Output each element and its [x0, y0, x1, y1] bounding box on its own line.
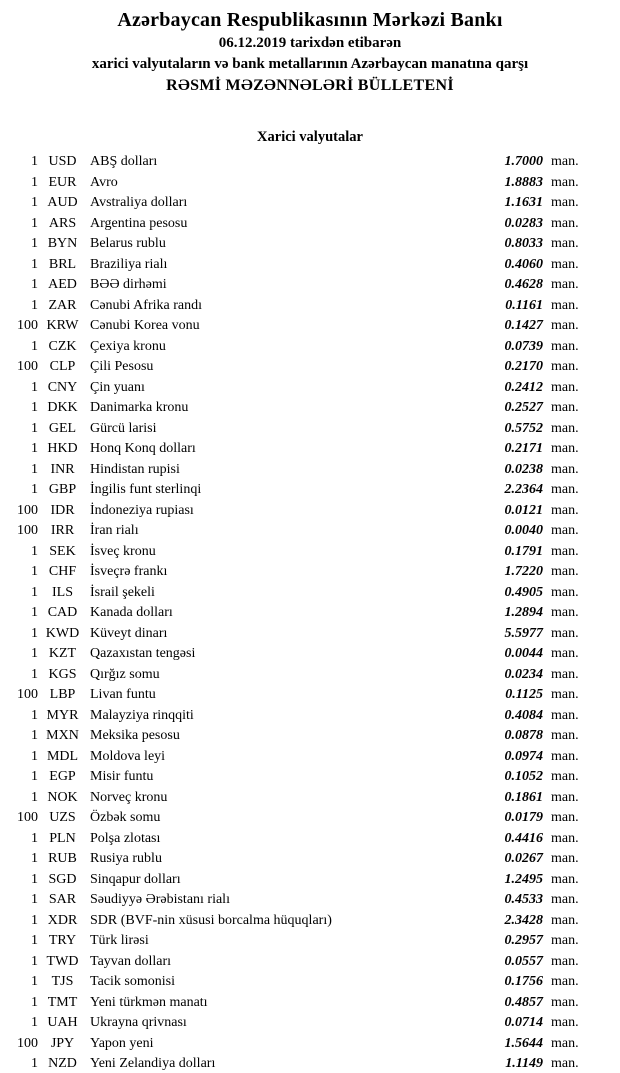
currency-row	[0, 255, 620, 276]
currency-unit: man.	[551, 605, 579, 620]
currency-quantity: 1	[31, 420, 38, 436]
currency-unit: man.	[551, 974, 579, 989]
currency-code: BYN	[47, 236, 78, 251]
currency-code: KWD	[45, 625, 80, 641]
currency-unit: man.	[551, 338, 579, 354]
currency-code: NZD	[48, 1056, 77, 1071]
currency-code: HKD	[47, 441, 78, 456]
currency-code: UZS	[49, 810, 76, 825]
currency-name: Türk lirəsi	[90, 933, 149, 948]
currency-quantity: 1	[31, 441, 38, 456]
currency-name: İndoneziya rupiası	[90, 502, 194, 518]
currency-rate: 1.5644	[504, 1035, 543, 1051]
currency-name: ABŞ dolları	[90, 154, 158, 169]
currency-name: Avro	[90, 174, 118, 190]
currency-row	[0, 296, 620, 317]
currency-row	[0, 849, 620, 870]
section-title-foreign-currencies: Xarici valyutalar	[257, 129, 363, 145]
currency-rate: 1.7000	[504, 154, 543, 169]
currency-name: Hindistan rupisi	[90, 461, 180, 477]
currency-quantity: 1	[31, 1015, 38, 1030]
currency-rate: 0.0714	[504, 1015, 543, 1030]
currency-row	[0, 173, 620, 194]
currency-code: ZAR	[48, 297, 77, 313]
currency-name: İsveçrə frankı	[90, 564, 168, 579]
currency-name: Tayvan dolları	[90, 953, 172, 969]
currency-quantity: 1	[31, 1056, 38, 1071]
currency-rate: 0.4905	[504, 584, 543, 600]
effective-date-line: 06.12.2019 tarixdən etibarən	[218, 35, 402, 51]
currency-name: Qazaxıstan tengəsi	[90, 646, 196, 661]
currency-row	[0, 972, 620, 993]
currency-rate: 0.4533	[504, 892, 543, 907]
currency-rate: 1.7220	[504, 564, 543, 579]
currency-code: BRL	[48, 256, 77, 272]
currency-code: MXN	[46, 728, 79, 743]
currency-quantity: 1	[31, 379, 38, 395]
currency-name: Braziliya rialı	[90, 256, 168, 272]
currency-quantity: 1	[31, 584, 38, 600]
currency-code: JPY	[50, 1035, 75, 1051]
currency-unit: man.	[551, 277, 579, 292]
currency-name: Çexiya kronu	[90, 338, 166, 354]
currency-unit: man.	[551, 379, 579, 395]
currency-quantity: 1	[31, 994, 38, 1010]
currency-rate: 5.5977	[504, 625, 543, 641]
currency-rate: 0.1791	[504, 543, 543, 559]
currency-rate: 1.2495	[504, 871, 543, 887]
currency-code: MDL	[46, 748, 79, 764]
currency-unit: man.	[551, 543, 579, 559]
currency-row	[0, 1034, 620, 1055]
currency-row	[0, 767, 620, 788]
currency-row	[0, 398, 620, 419]
currency-quantity: 1	[31, 912, 38, 928]
currency-rate: 0.0878	[504, 728, 543, 743]
currency-name: Kanada dolları	[90, 605, 173, 620]
currency-unit: man.	[551, 666, 579, 682]
currency-quantity: 100	[17, 810, 38, 825]
currency-name: Gürcü larisi	[90, 420, 157, 436]
currency-rate: 0.4416	[504, 830, 543, 846]
currency-unit: man.	[551, 154, 579, 169]
currency-rate: 0.0234	[504, 666, 543, 682]
currency-quantity: 1	[31, 297, 38, 313]
currency-row	[0, 480, 620, 501]
currency-code: CAD	[47, 605, 78, 620]
currency-row	[0, 439, 620, 460]
currency-name: Rusiya rublu	[90, 851, 162, 866]
currency-name: Özbək somu	[90, 810, 161, 825]
currency-name: Livan funtu	[90, 687, 156, 702]
currency-quantity: 1	[31, 625, 38, 641]
currency-rate: 0.2527	[504, 400, 543, 415]
currency-quantity: 1	[31, 769, 38, 784]
currency-quantity: 1	[31, 256, 38, 272]
currency-quantity: 100	[17, 523, 38, 538]
currency-rate: 0.1161	[505, 297, 543, 313]
currency-unit: man.	[551, 728, 579, 743]
currency-unit: man.	[551, 953, 579, 969]
currency-code: TRY	[48, 933, 77, 948]
currency-quantity: 100	[17, 502, 38, 518]
currency-row	[0, 275, 620, 296]
currency-row	[0, 993, 620, 1014]
currency-row	[0, 214, 620, 235]
currency-row	[0, 562, 620, 583]
currency-code: EGP	[49, 769, 76, 784]
currency-code: KRW	[46, 318, 79, 333]
currency-name: Danimarka kronu	[90, 400, 189, 415]
currency-unit: man.	[551, 646, 579, 661]
currency-row	[0, 378, 620, 399]
currency-row	[0, 542, 620, 563]
currency-rate: 0.0040	[504, 523, 543, 538]
currency-rate: 0.0267	[504, 851, 543, 866]
currency-code: INR	[50, 461, 75, 477]
currency-row	[0, 706, 620, 727]
currency-code: CHF	[48, 564, 77, 579]
currency-name: Cənubi Afrika randı	[90, 297, 202, 313]
currency-unit: man.	[551, 830, 579, 846]
currency-rate: 0.1427	[504, 318, 543, 333]
currency-code: RUB	[48, 851, 77, 866]
currency-row	[0, 316, 620, 337]
currency-row	[0, 583, 620, 604]
currency-unit: man.	[551, 564, 579, 579]
currency-rate: 0.0739	[504, 338, 543, 354]
currency-unit: man.	[551, 502, 579, 518]
currency-row	[0, 644, 620, 665]
currency-code: EUR	[48, 174, 77, 190]
currency-code: XDR	[47, 912, 78, 928]
currency-rate: 1.2894	[504, 605, 543, 620]
currency-name: Yeni türkmən manatı	[90, 994, 208, 1010]
currency-row	[0, 152, 620, 173]
currency-name: Qırğız somu	[90, 666, 160, 682]
currency-quantity: 100	[17, 687, 38, 702]
currency-row	[0, 788, 620, 809]
currency-rate: 0.1052	[504, 769, 543, 784]
currency-row	[0, 624, 620, 645]
currency-name: Çin yuanı	[90, 379, 145, 395]
currency-rate: 0.4060	[504, 256, 543, 272]
currency-quantity: 1	[31, 461, 38, 477]
currency-name: Belarus rublu	[90, 236, 166, 251]
currency-code: DKK	[47, 400, 78, 415]
currency-rate: 0.1756	[504, 974, 543, 989]
currency-name: Yeni Zelandiya dolları	[90, 1056, 216, 1071]
currency-row	[0, 931, 620, 952]
currency-unit: man.	[551, 994, 579, 1010]
currency-unit: man.	[551, 625, 579, 641]
currency-name: Küveyt dinarı	[90, 625, 168, 641]
bulletin-header	[0, 0, 620, 97]
currency-row	[0, 685, 620, 706]
currency-quantity: 1	[31, 195, 38, 210]
currency-name: İsveç kronu	[90, 543, 156, 559]
currency-code: KZT	[48, 646, 77, 661]
currency-row	[0, 808, 620, 829]
currency-unit: man.	[551, 523, 579, 538]
currency-name: Yapon yeni	[90, 1035, 154, 1051]
currency-rate: 0.0044	[504, 646, 543, 661]
currency-rate: 0.2170	[504, 359, 543, 374]
currency-row	[0, 1054, 620, 1073]
bank-name-title: Azərbaycan Respublikasının Mərkəzi Bankı	[117, 9, 503, 31]
currency-code: PLN	[49, 830, 76, 846]
currency-unit: man.	[551, 810, 579, 825]
currency-unit: man.	[551, 789, 579, 805]
currency-rate: 0.0283	[504, 215, 543, 231]
currency-unit: man.	[551, 174, 579, 190]
currency-code: SEK	[49, 543, 76, 559]
currency-name: Ukrayna qrivnası	[90, 1015, 187, 1030]
currency-unit: man.	[551, 420, 579, 436]
currency-unit: man.	[551, 1035, 579, 1051]
currency-unit: man.	[551, 441, 579, 456]
currency-row	[0, 829, 620, 850]
currency-unit: man.	[551, 318, 579, 333]
currency-code: TMT	[47, 994, 78, 1010]
currency-unit: man.	[551, 1015, 579, 1030]
currency-code: TJS	[51, 974, 74, 989]
currency-quantity: 1	[31, 748, 38, 764]
currency-rate: 1.1149	[505, 1056, 543, 1071]
currency-quantity: 1	[31, 236, 38, 251]
currency-name: BƏƏ dirhəmi	[90, 277, 167, 292]
currency-unit: man.	[551, 297, 579, 313]
currency-rate: 0.0974	[504, 748, 543, 764]
currency-name: Argentina pesosu	[90, 215, 188, 231]
currency-name: Tacik somonisi	[90, 974, 175, 989]
currency-row	[0, 193, 620, 214]
currency-unit: man.	[551, 195, 579, 210]
currency-name: Polşa zlotası	[90, 830, 161, 846]
currency-quantity: 1	[31, 892, 38, 907]
currency-code: KGS	[48, 666, 77, 682]
currency-name: Moldova leyi	[90, 748, 166, 764]
currency-unit: man.	[551, 461, 579, 477]
currency-row	[0, 521, 620, 542]
currency-row	[0, 501, 620, 522]
currency-row	[0, 603, 620, 624]
currency-quantity: 1	[31, 728, 38, 743]
currency-code: ILS	[52, 584, 73, 600]
currency-name: SDR (BVF-nin xüsusi borcalma hüquqları)	[90, 912, 332, 928]
currency-name: Misir funtu	[90, 769, 154, 784]
currency-rate: 0.4628	[504, 277, 543, 292]
bulletin-title: RƏSMİ MƏZƏNNƏLƏRİ BÜLLETENİ	[166, 77, 454, 94]
currency-code: CNY	[47, 379, 78, 395]
currency-quantity: 1	[31, 933, 38, 948]
currency-quantity: 1	[31, 543, 38, 559]
currency-name: Meksika pesosu	[90, 728, 180, 743]
currency-code: AUD	[47, 195, 78, 210]
currency-rate: 0.0238	[504, 461, 543, 477]
currency-quantity: 1	[31, 851, 38, 866]
currency-rate: 1.8883	[504, 174, 543, 190]
currency-quantity: 1	[31, 174, 38, 190]
currency-quantity: 1	[31, 482, 38, 497]
currency-quantity: 1	[31, 215, 38, 231]
currency-quantity: 1	[31, 953, 38, 969]
currency-row	[0, 460, 620, 481]
currency-unit: man.	[551, 933, 579, 948]
currency-unit: man.	[551, 359, 579, 374]
currency-row	[0, 726, 620, 747]
currency-row	[0, 747, 620, 768]
currency-row	[0, 665, 620, 686]
currency-unit: man.	[551, 687, 579, 702]
currency-quantity: 1	[31, 666, 38, 682]
currency-name: Malayziya rinqqiti	[90, 707, 194, 723]
currency-unit: man.	[551, 707, 579, 723]
currency-code: ARS	[48, 215, 77, 231]
currency-rate: 0.0121	[504, 502, 543, 518]
currency-name: İran rialı	[90, 523, 139, 538]
currency-rate: 0.8033	[504, 236, 543, 251]
currency-row	[0, 419, 620, 440]
currency-name: Çili Pesosu	[90, 359, 154, 374]
currency-quantity: 100	[17, 359, 38, 374]
currency-row	[0, 234, 620, 255]
currency-quantity: 1	[31, 646, 38, 661]
currency-quantity: 1	[31, 154, 38, 169]
currency-code: GEL	[48, 420, 77, 436]
currency-rate: 0.4857	[504, 994, 543, 1010]
currency-rate: 1.1631	[504, 195, 543, 210]
currency-quantity: 100	[17, 1035, 38, 1051]
currency-name: Səudiyyə Ərəbistanı rialı	[90, 892, 230, 907]
currency-name: Cənubi Korea vonu	[90, 318, 200, 333]
currency-code: LBP	[49, 687, 76, 702]
currency-name: İngilis funt sterlinqi	[90, 482, 202, 497]
currency-quantity: 1	[31, 277, 38, 292]
currency-quantity: 100	[17, 318, 38, 333]
currency-quantity: 1	[31, 830, 38, 846]
currency-unit: man.	[551, 400, 579, 415]
currency-code: CZK	[48, 338, 77, 354]
currency-rate: 0.0179	[504, 810, 543, 825]
currency-code: MYR	[46, 707, 79, 723]
currency-code: UAH	[47, 1015, 78, 1030]
currency-unit: man.	[551, 871, 579, 887]
currency-name: İsrail şekeli	[90, 584, 155, 600]
currency-code: GBP	[48, 482, 77, 497]
currency-code: SAR	[48, 892, 77, 907]
currency-name: Avstraliya dolları	[90, 195, 188, 210]
currency-unit: man.	[551, 1056, 579, 1071]
currency-unit: man.	[551, 256, 579, 272]
currency-quantity: 1	[31, 564, 38, 579]
currency-unit: man.	[551, 584, 579, 600]
currency-rate: 0.4084	[504, 707, 543, 723]
currency-code: NOK	[47, 789, 78, 805]
currency-quantity: 1	[31, 400, 38, 415]
currency-unit: man.	[551, 769, 579, 784]
currency-code: IRR	[50, 523, 75, 538]
currency-row	[0, 952, 620, 973]
currency-rate: 0.2412	[504, 379, 543, 395]
currency-unit: man.	[551, 482, 579, 497]
currency-quantity: 1	[31, 789, 38, 805]
currency-quantity: 1	[31, 871, 38, 887]
currency-quantity: 1	[31, 707, 38, 723]
currency-rate: 0.1125	[505, 687, 543, 702]
currency-code: USD	[48, 154, 77, 169]
currency-rate: 0.5752	[504, 420, 543, 436]
currency-rate: 0.1861	[504, 789, 543, 805]
currency-quantity: 1	[31, 974, 38, 989]
currency-row	[0, 870, 620, 891]
currency-rate: 2.3428	[504, 912, 543, 928]
currency-code: AED	[48, 277, 77, 292]
currency-rate: 0.0557	[504, 953, 543, 969]
currency-row	[0, 1013, 620, 1034]
currency-row	[0, 357, 620, 378]
currency-code: SGD	[48, 871, 77, 887]
currency-quantity: 1	[31, 338, 38, 354]
currency-row	[0, 337, 620, 358]
currency-unit: man.	[551, 851, 579, 866]
currency-name: Honq Konq dolları	[90, 441, 196, 456]
currency-rate: 0.2957	[504, 933, 543, 948]
currency-code: CLP	[49, 359, 76, 374]
currency-unit: man.	[551, 892, 579, 907]
currency-rate: 0.2171	[504, 441, 543, 456]
currency-rates-table	[0, 152, 620, 1073]
currency-unit: man.	[551, 748, 579, 764]
currency-row	[0, 890, 620, 911]
currency-unit: man.	[551, 236, 579, 251]
currency-code: TWD	[46, 953, 79, 969]
currency-quantity: 1	[31, 605, 38, 620]
currency-unit: man.	[551, 912, 579, 928]
currency-unit: man.	[551, 215, 579, 231]
currency-name: Norveç kronu	[90, 789, 168, 805]
currency-rate: 2.2364	[504, 482, 543, 497]
currency-code: IDR	[50, 502, 75, 518]
currency-row	[0, 911, 620, 932]
scope-line: xarici valyutaların və bank metallarının Azərbaycan manatına qarşı	[91, 56, 529, 72]
currency-name: Sinqapur dolları	[90, 871, 181, 887]
